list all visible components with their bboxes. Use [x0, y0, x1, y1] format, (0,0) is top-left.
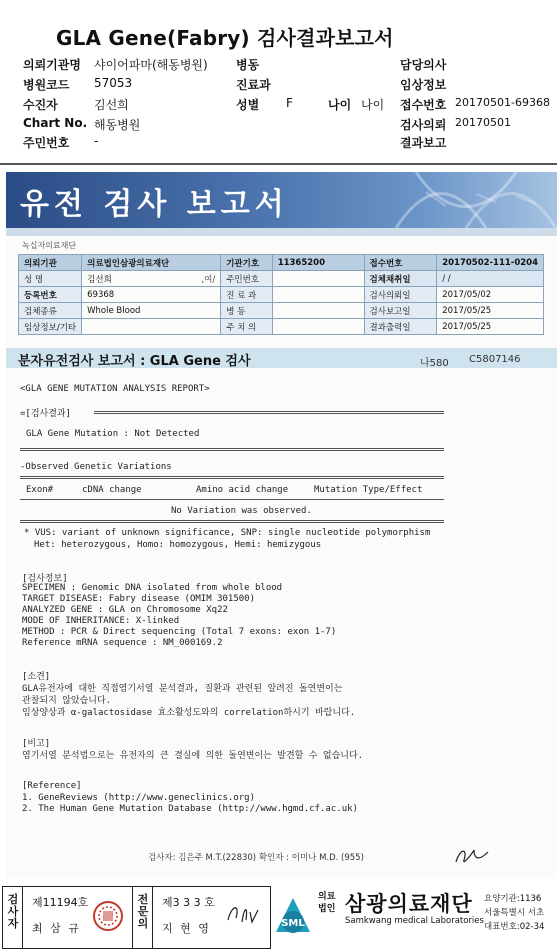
- reference-line: 1. GeneReviews (http://www.geneclinics.org): [22, 793, 255, 803]
- opinion-line: GLA유전자에 대한 직접염기서열 분석결과, 질환과 관련된 알려진 돌연변이는: [22, 684, 343, 694]
- brand-name-en: Samkwang medical Laboratories: [345, 916, 484, 926]
- table-cell: 임상정보/기타: [19, 319, 82, 335]
- patient-sex-suffix: ,여/: [201, 274, 216, 285]
- address-line: 서울특별시 서초: [484, 908, 545, 918]
- patient-name: 김선희: [87, 274, 112, 285]
- specialist-license: 제3 3 3 호: [162, 896, 215, 909]
- label-chart-no: Chart No.: [23, 116, 88, 130]
- report-banner: [6, 172, 557, 228]
- footer: [0, 884, 557, 951]
- table-cell: / /: [437, 271, 544, 287]
- signers: 검사자: 김은주 M.T.(22830) 확인자 : 이미나 M.D. (955): [148, 853, 364, 863]
- page-title: GLA Gene(Fabry) 검사결과보고서: [56, 26, 394, 50]
- origin-lab: 녹십자의료재단: [22, 241, 77, 250]
- table-row: [19, 287, 544, 303]
- value-receipt-no: 20170501-69368: [455, 96, 550, 109]
- info-line: MODE OF INHERITANCE: X-linked: [22, 616, 180, 626]
- info-line: Reference mRNA sequence : NM_000169.2: [22, 638, 223, 648]
- report-banner-title: 유전 검사 보고서: [20, 187, 289, 222]
- value-institution: 샤이어파마(해동병원): [94, 58, 208, 72]
- label-resident-no: 주민번호: [23, 136, 70, 150]
- footnote: Het: heterozygous, Homo: homozygous, Hemi: hemizygous: [34, 540, 322, 550]
- info-heading: [검사정보]: [22, 574, 68, 584]
- examiner-name: 최 삼 규: [32, 922, 81, 935]
- table-cell: 2017/05/02: [437, 287, 544, 303]
- signature-icon: [222, 898, 262, 930]
- table-cell: 주 치 의: [221, 319, 273, 335]
- table-cell: 검체종류: [19, 303, 82, 319]
- label-doctor: 담당의사: [400, 58, 447, 72]
- table-cell: 검사의뢰일: [364, 287, 437, 303]
- info-line: SPECIMEN : Genomic DNA isolated from whole blood: [22, 583, 283, 593]
- seal-icon: [92, 900, 124, 932]
- footer-border: [132, 886, 133, 949]
- footer-border: [2, 886, 3, 949]
- table-cell: 병 동: [221, 303, 273, 319]
- label-hospital-code: 병원코드: [23, 78, 70, 92]
- table-cell: 검체채취일: [364, 271, 437, 287]
- reference-heading: [Reference]: [22, 781, 82, 791]
- table-cell: 20170502-111-0204: [437, 255, 544, 271]
- brand-name: 삼광의료재단: [345, 892, 473, 916]
- label-result-report: 결과보고: [400, 136, 447, 150]
- label-patient: 수진자: [23, 98, 58, 112]
- scanned-report: [6, 172, 557, 878]
- label-specialist: 전문의: [137, 893, 149, 930]
- table-row: [19, 271, 544, 287]
- section-title: 분자유전검사 보고서 : GLA Gene 검사: [18, 354, 251, 369]
- label-department: 진료과: [236, 78, 271, 92]
- value-hospital-code: 57053: [94, 76, 133, 90]
- result-heading: =[검사결과]: [20, 409, 72, 419]
- patient-info-table: [18, 254, 544, 335]
- table-cell: [82, 271, 221, 287]
- table-cell: 의뢰기관: [19, 255, 82, 271]
- footer-border: [270, 886, 271, 949]
- no-variation: No Variation was observed.: [171, 506, 312, 516]
- table-cell: 검사보고일: [364, 303, 437, 319]
- label-ward: 병동: [236, 58, 260, 72]
- table-cell: [272, 303, 364, 319]
- value-patient: 김선희: [94, 98, 129, 112]
- table-cell: 2017/05/25: [437, 303, 544, 319]
- reference-line: 2. The Human Gene Mutation Database (http://www.hgmd.cf.ac.uk): [22, 804, 358, 814]
- rule: [20, 499, 444, 500]
- note-heading: [비고]: [22, 739, 51, 749]
- value-sex: F: [286, 96, 293, 110]
- table-cell: 의료법인삼광의료재단: [82, 255, 221, 271]
- column-exon: Exon#: [26, 485, 54, 495]
- table-cell: Whole Blood: [82, 303, 221, 319]
- section-order-no: C5807146: [469, 354, 521, 365]
- label-request-date: 검사의뢰: [400, 118, 447, 132]
- opinion-line: 임상양상과 α-galactosidase 효소활성도와의 correlation하시기 바랍니다.: [22, 708, 356, 718]
- table-cell: [272, 319, 364, 335]
- footer-border: [152, 886, 153, 949]
- value-request-date: 20170501: [455, 116, 511, 129]
- table-cell: 접수번호: [364, 255, 437, 271]
- table-cell: 등록번호: [19, 287, 82, 303]
- label-clinical-info: 임상정보: [400, 78, 447, 92]
- table-cell: 진 료 과: [221, 287, 273, 303]
- value-chart-no: 해동병원: [94, 118, 141, 132]
- signature-icon: [452, 844, 492, 868]
- header-divider: [0, 163, 557, 165]
- column-amino-acid: Amino acid change: [196, 485, 289, 495]
- table-row: [19, 303, 544, 319]
- table-cell: [272, 271, 364, 287]
- label-institution: 의뢰기관명: [23, 58, 81, 72]
- column-cdna: cDNA change: [82, 485, 142, 495]
- table-cell: [272, 287, 364, 303]
- note-line: 염기서열 분석법으로는 유전자의 큰 결실에 의한 돌연변이는 발견할 수 없습니다.: [22, 751, 364, 761]
- double-rule: [20, 520, 444, 523]
- footer-border: [2, 948, 270, 949]
- section-code: 나580: [420, 358, 449, 369]
- table-cell: 69368: [82, 287, 221, 303]
- banner-band: [6, 228, 557, 236]
- dna-helix-icon: [386, 172, 557, 228]
- examiner-license: 제11194호: [32, 896, 89, 909]
- address-line: 요양기관:1136: [484, 894, 542, 904]
- footer-border: [2, 886, 270, 887]
- opinion-line: 관찰되지 않았습니다.: [22, 696, 112, 706]
- footer-border: [22, 886, 23, 949]
- table-row: [19, 255, 544, 271]
- double-rule: [94, 411, 444, 414]
- label-sex: 성별: [236, 98, 260, 112]
- specialist-name: 지 현 영: [162, 922, 211, 935]
- double-rule: [20, 476, 444, 479]
- footnote: * VUS: variant of unknown significance, SNP: single nucleotide polymorphism: [24, 528, 431, 538]
- brand-small-2: 법인: [318, 904, 336, 914]
- info-line: TARGET DISEASE: Fabry disease (OMIM 301500): [22, 594, 255, 604]
- table-cell: 11365200: [272, 255, 364, 271]
- label-examiner: 검사자: [7, 893, 19, 930]
- value-age: 나이: [361, 98, 385, 112]
- opinion-heading: [소견]: [22, 672, 51, 682]
- mutation-result: GLA Gene Mutation : Not Detected: [26, 429, 200, 439]
- table-row: [19, 319, 544, 335]
- address-line: 대표번호:02-34: [484, 922, 545, 932]
- observed-heading: -Observed Genetic Variations: [20, 462, 172, 472]
- table-cell: [82, 319, 221, 335]
- table-cell: 주민번호: [221, 271, 273, 287]
- info-line: ANALYZED GENE : GLA on Chromosome Xq22: [22, 605, 228, 615]
- info-line: METHOD : PCR & Direct sequencing (Total 7 exons: exon 1-7): [22, 627, 337, 637]
- report-heading: <GLA GENE MUTATION ANALYSIS REPORT>: [20, 384, 210, 394]
- label-age: 나이: [328, 98, 352, 112]
- column-mutation-type: Mutation Type/Effect: [314, 485, 423, 495]
- brand-small-1: 의료: [318, 892, 336, 902]
- value-resident-no: -: [94, 134, 99, 148]
- double-rule: [20, 448, 444, 451]
- table-cell: 기관기호: [221, 255, 273, 271]
- sml-logo-icon: [272, 896, 314, 936]
- table-cell: 결과출력일: [364, 319, 437, 335]
- sml-logo-text: SML: [281, 918, 305, 929]
- table-cell: 2017/05/25: [437, 319, 544, 335]
- table-cell: 성 명: [19, 271, 82, 287]
- label-receipt-no: 접수번호: [400, 98, 447, 112]
